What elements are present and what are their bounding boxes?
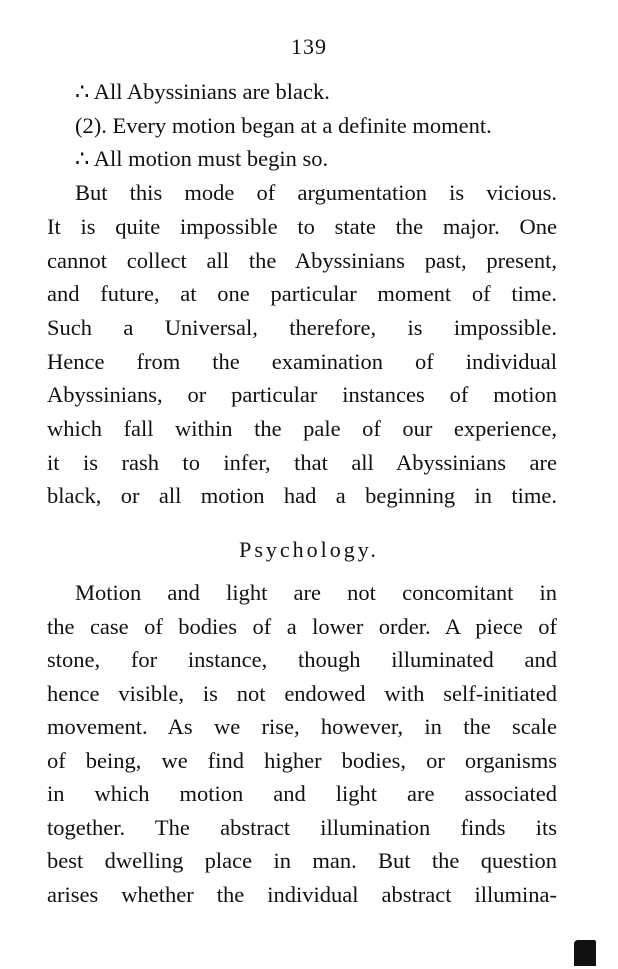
text-line: It is quite impossible to state the major. One (47, 213, 557, 239)
text-line: (2). Every motion began at a definite moment. (75, 112, 492, 138)
text-line: cannot collect all the Abyssinians past, present, (47, 247, 557, 273)
text-line: Such a Universal, therefore, is impossible. (47, 314, 557, 340)
text-line: of being, we find higher bodies, or organisms (47, 747, 557, 773)
page-number: 139 (291, 34, 327, 59)
text-line: stone, for instance, though illuminated and (47, 647, 557, 672)
text-line: the case of bodies of a lower order. A piece of (47, 613, 557, 639)
text-line: movement. As we rise, however, in the scale (47, 714, 557, 739)
text-line: black, or all motion had a beginning in time. (47, 483, 557, 509)
text-line: which fall within the pale of our experience, (47, 416, 557, 441)
text-line: best dwelling place in man. But the question (47, 848, 557, 873)
text-line: ∴ All motion must begin so. (75, 146, 329, 172)
text-line: Hence from the examination of individual (47, 348, 557, 374)
text-line: But this mode of argumentation is vicious. (75, 180, 557, 206)
section-heading: Psychology. (239, 537, 379, 562)
text-line: and future, at one particular moment of time. (47, 281, 557, 307)
text-line: Abyssinians, or particular instances of motion (47, 382, 557, 408)
text-line: hence visible, is not endowed with self-initiated (47, 680, 557, 706)
page-corner-mark (574, 940, 596, 966)
text-line: it is rash to infer, that all Abyssinians are (47, 449, 557, 475)
text-line: Motion and light are not concomitant in (75, 580, 557, 605)
text-line: in which motion and light are associated (47, 781, 557, 806)
text-line: together. The abstract illumination finds its (47, 814, 557, 840)
text-line: ∴ All Abyssinians are black. (75, 79, 330, 104)
text-line: arises whether the individual abstract illumina- (47, 881, 557, 907)
